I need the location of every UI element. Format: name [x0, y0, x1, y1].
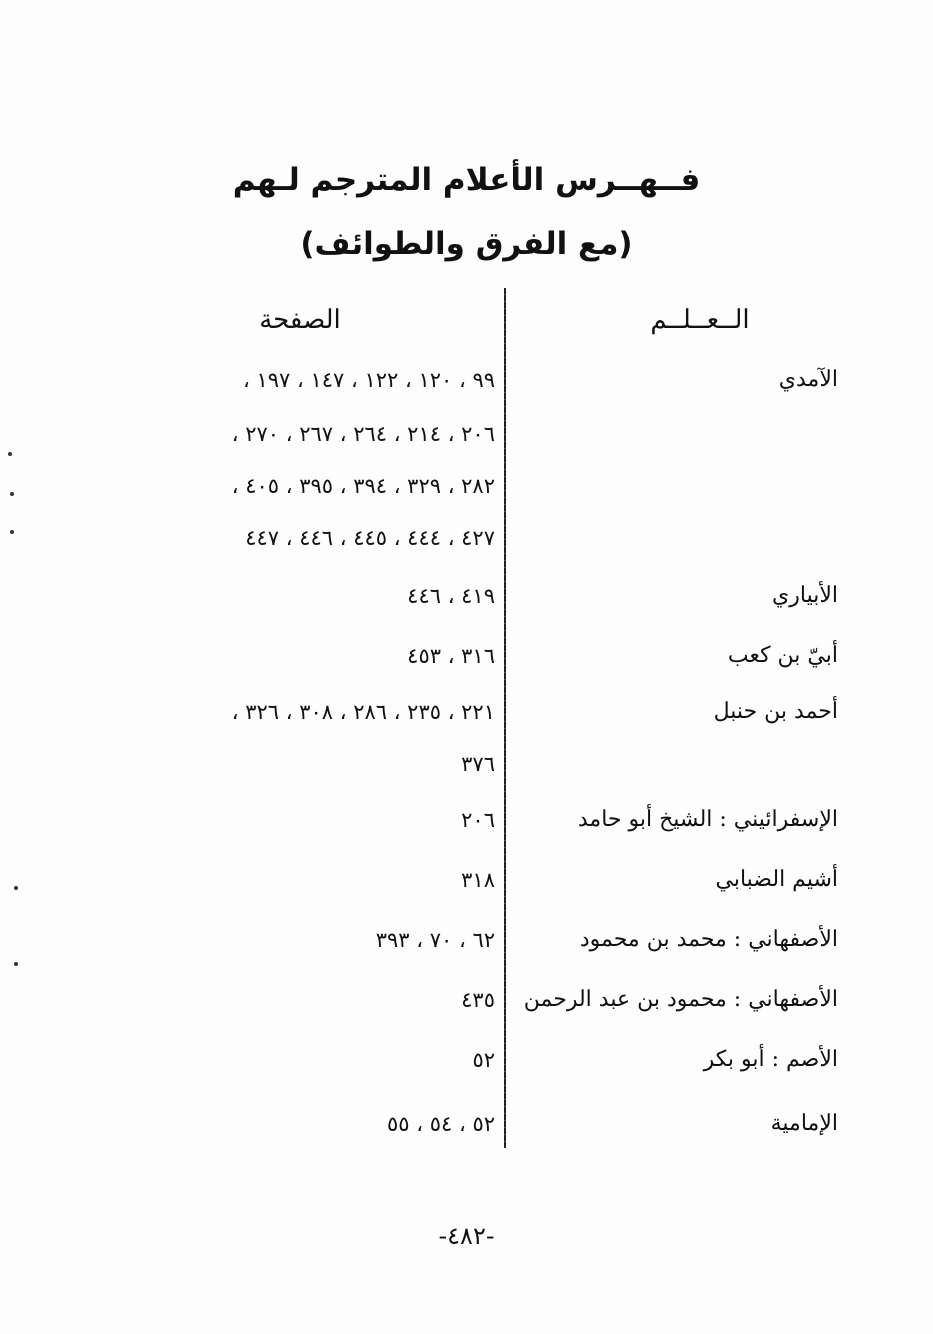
index-row	[0, 638, 933, 674]
index-row	[0, 746, 933, 782]
entry-pages: ٢٠٦	[461, 808, 495, 832]
entry-pages: ٥٢	[472, 1048, 495, 1072]
entry-pages: ٢٨٢ ، ٣٢٩ ، ٣٩٤ ، ٣٩٥ ، ٤٠٥ ،	[231, 474, 495, 498]
entry-name: الأصفهاني : محمد بن محمود	[579, 927, 838, 952]
index-row	[0, 416, 933, 452]
entry-name: الأصم : أبو بكر	[703, 1047, 838, 1072]
index-row	[0, 922, 933, 958]
scan-speck	[10, 530, 14, 534]
entry-pages: ٤٢٧ ، ٤٤٤ ، ٤٤٥ ، ٤٤٦ ، ٤٤٧	[245, 526, 495, 550]
index-row	[0, 694, 933, 730]
index-row	[0, 1042, 933, 1078]
entry-name: أبيّ بن كعب	[727, 643, 838, 668]
entry-name: الأبياري	[772, 583, 838, 608]
entry-pages: ٣١٨	[461, 868, 495, 892]
index-title: فــهــرس الأعلام المترجم لـهم	[232, 162, 701, 198]
entry-name: الإسفرائيني : الشيخ أبو حامد	[577, 807, 838, 832]
column-header-page: الصفحة	[259, 305, 341, 335]
entry-pages: ٦٢ ، ٧٠ ، ٣٩٣	[375, 928, 495, 952]
index-row	[0, 520, 933, 556]
page-number: -٤٨٢-	[438, 1222, 495, 1250]
entry-name: الإمامية	[770, 1111, 838, 1136]
scan-speck	[14, 962, 18, 966]
index-row	[0, 802, 933, 838]
column-header-name: الــعــلــم	[650, 305, 750, 335]
index-row	[0, 578, 933, 614]
entry-name: أحمد بن حنبل	[713, 699, 838, 724]
scan-speck	[10, 492, 14, 496]
index-row	[0, 468, 933, 504]
entry-pages: ٥٢ ، ٥٤ ، ٥٥	[387, 1112, 495, 1136]
entry-pages: ٩٩ ، ١٢٠ ، ١٢٢ ، ١٤٧ ، ١٩٧ ،	[243, 368, 495, 392]
entry-pages: ٣٧٦	[461, 752, 495, 776]
entry-name: الأصفهاني : محمود بن عبد الرحمن	[523, 987, 838, 1012]
entry-pages: ٤٣٥	[461, 988, 495, 1012]
entry-pages: ٢٢١ ، ٢٣٥ ، ٢٨٦ ، ٣٠٨ ، ٣٢٦ ،	[231, 700, 495, 724]
index-row	[0, 862, 933, 898]
index-row	[0, 362, 933, 398]
entry-name: أشيم الضبابي	[715, 867, 838, 892]
entry-name: الآمدي	[778, 367, 838, 392]
scan-speck	[8, 452, 12, 456]
index-subtitle: (مع الفرق والطوائف)	[300, 226, 633, 262]
index-row	[0, 982, 933, 1018]
scan-speck	[14, 886, 18, 890]
entry-pages: ٢٠٦ ، ٢١٤ ، ٢٦٤ ، ٢٦٧ ، ٢٧٠ ،	[231, 422, 495, 446]
entry-pages: ٤١٩ ، ٤٤٦	[407, 584, 495, 608]
entry-pages: ٣١٦ ، ٤٥٣	[407, 644, 495, 668]
index-row	[0, 1106, 933, 1142]
